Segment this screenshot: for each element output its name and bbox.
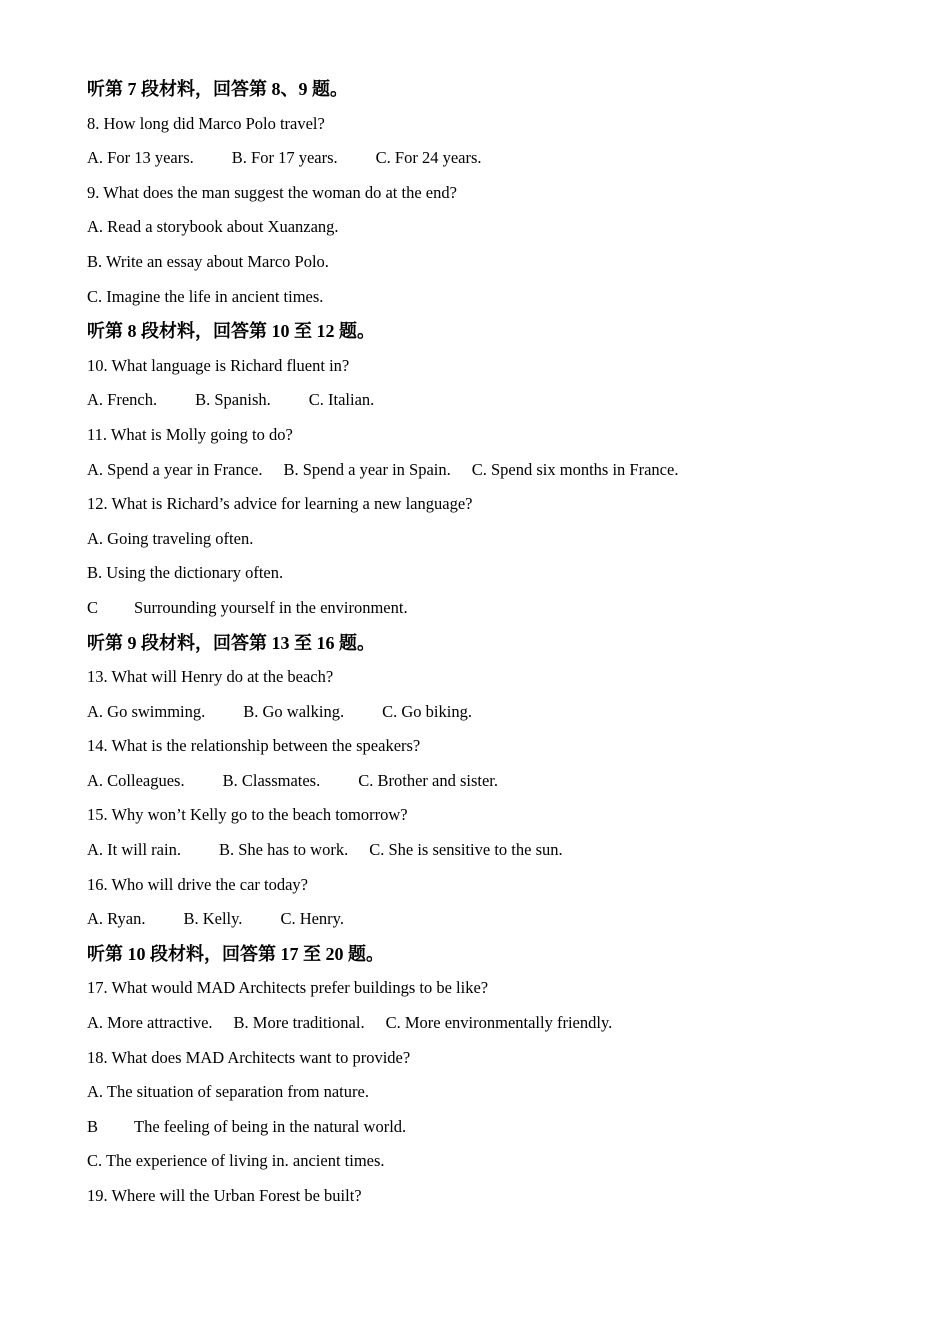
- option-b: B. Kelly.: [183, 909, 243, 929]
- option-c-text: Surrounding yourself in the environment.: [134, 597, 408, 617]
- option-c: C. Brother and sister.: [358, 770, 499, 790]
- option-c: C. Go biking.: [382, 701, 472, 721]
- option-b: B. Classmates.: [222, 770, 321, 790]
- option-a: A. For 13 years.: [87, 148, 194, 168]
- question-stem: 15. Why won’t Kelly go to the beach tomorrow?: [87, 805, 408, 825]
- option-b: B. Write an essay about Marco Polo.: [87, 251, 329, 271]
- option-c: C. Imagine the life in ancient times.: [87, 286, 324, 306]
- section-heading: 听第 10 段材料，回答第 17 至 20 题。: [87, 943, 384, 964]
- option-row: [87, 383, 887, 418]
- option-b-text: The feeling of being in the natural world.: [134, 1116, 407, 1136]
- question-stem: 14. What is the relationship between the speakers?: [87, 736, 421, 756]
- option-c: C. Henry.: [280, 909, 344, 929]
- option-a: A. The situation of separation from nature.: [87, 1082, 369, 1102]
- option-a: A. French.: [87, 390, 158, 410]
- option-b: B. More traditional.: [233, 1013, 365, 1033]
- option-b: B. Go walking.: [243, 701, 345, 721]
- option-c-letter: C: [87, 597, 99, 617]
- option-a: A. Going traveling often.: [87, 528, 254, 548]
- question-stem: 12. What is Richard’s advice for learning a new language?: [87, 494, 473, 514]
- option-c: C. More environmentally friendly.: [385, 1013, 613, 1033]
- option-b-letter: B: [87, 1116, 99, 1136]
- question-stem: 16. Who will drive the car today?: [87, 874, 309, 894]
- question-stem: 19. Where will the Urban Forest be built?: [87, 1186, 362, 1205]
- question-stem: 11. What is Molly going to do?: [87, 424, 293, 444]
- option-row: [87, 764, 887, 799]
- option-c: C. The experience of living in. ancient times.: [87, 1151, 385, 1171]
- option-a: A. Ryan.: [87, 909, 146, 929]
- option-a: A. Go swimming.: [87, 701, 206, 721]
- section-heading: 听第 7 段材料，回答第 8、9 题。: [87, 79, 348, 99]
- section-heading: 听第 9 段材料，回答第 13 至 16 题。: [87, 632, 375, 653]
- option-row: [87, 591, 887, 626]
- option-c: C. She is sensitive to the sun.: [369, 840, 563, 860]
- option-a: A. Spend a year in France.: [87, 459, 263, 479]
- option-c: C. Spend six months in France.: [471, 459, 679, 479]
- option-row: [87, 833, 887, 868]
- option-c: C. For 24 years.: [375, 148, 482, 168]
- option-a: A. Read a storybook about Xuanzang.: [87, 217, 339, 237]
- section-heading: 听第 8 段材料，回答第 10 至 12 题。: [87, 321, 375, 342]
- option-row: [87, 902, 887, 937]
- question-stem: 18. What does MAD Architects want to provide?: [87, 1047, 411, 1067]
- option-a: A. Colleagues.: [87, 770, 185, 790]
- option-row: [87, 453, 887, 488]
- question-stem: 17. What would MAD Architects prefer buildings to be like?: [87, 978, 489, 998]
- option-b: B. Spend a year in Spain.: [283, 459, 451, 479]
- question-stem: 13. What will Henry do at the beach?: [87, 667, 334, 687]
- question-stem: 9. What does the man suggest the woman do at the end?: [87, 182, 457, 202]
- exam-page: [87, 72, 887, 1214]
- option-row: [87, 141, 887, 176]
- option-b: B. For 17 years.: [231, 148, 338, 168]
- option-b: B. Spanish.: [195, 390, 271, 410]
- option-a: A. More attractive.: [87, 1013, 213, 1033]
- option-a: A. It will rain.: [87, 840, 181, 860]
- option-row: [87, 695, 887, 730]
- option-row: [87, 1006, 887, 1041]
- question-stem: 8. How long did Marco Polo travel?: [87, 113, 325, 133]
- option-row: [87, 1110, 887, 1145]
- question-stem: 10. What language is Richard fluent in?: [87, 355, 350, 375]
- option-c: C. Italian.: [308, 390, 375, 410]
- option-b: B. She has to work.: [218, 840, 349, 860]
- option-b: B. Using the dictionary often.: [87, 563, 284, 583]
